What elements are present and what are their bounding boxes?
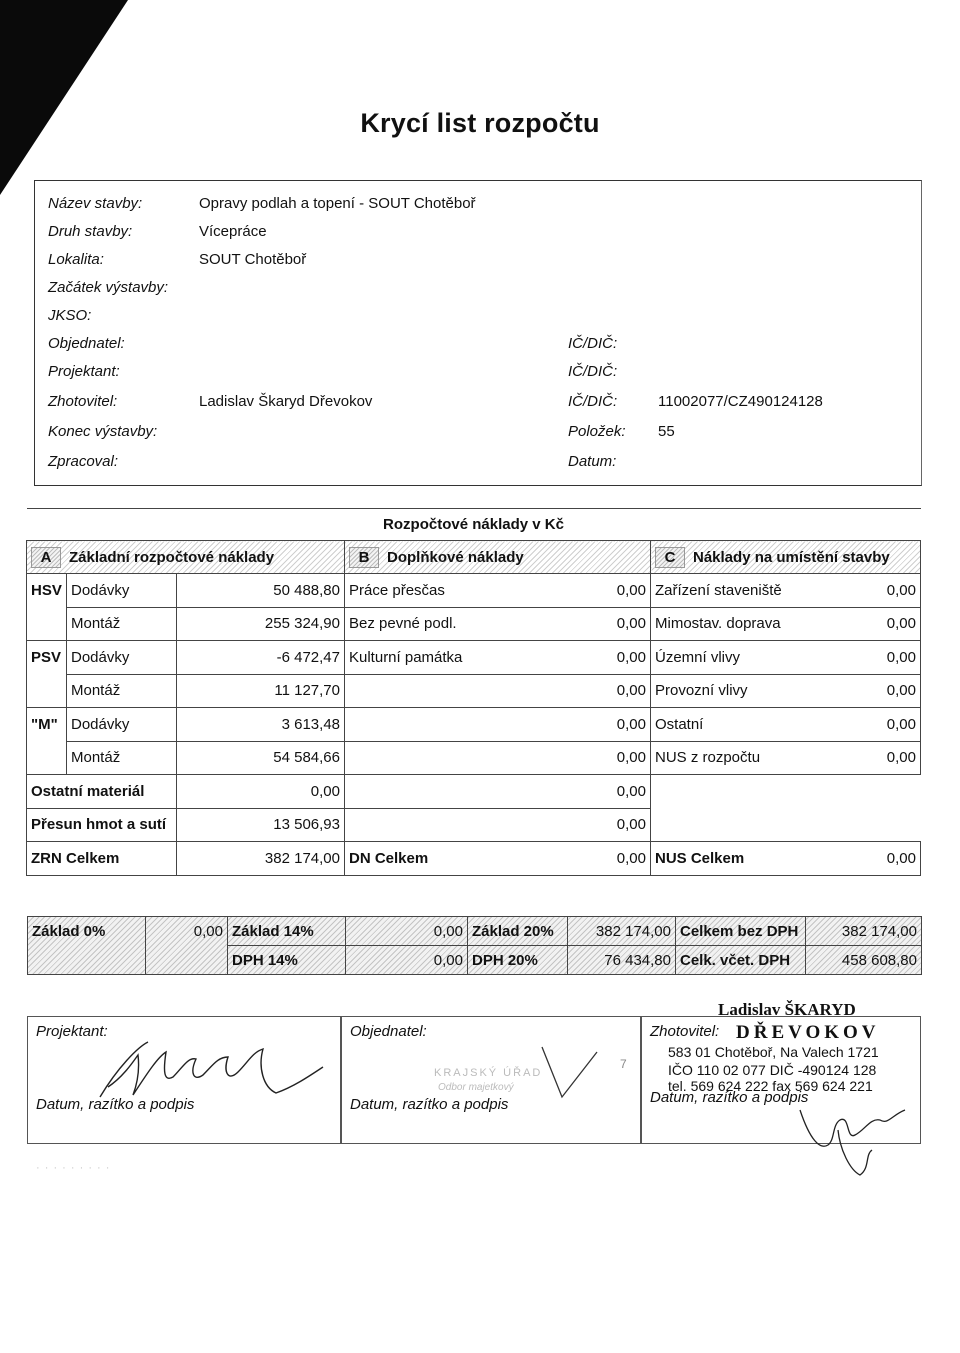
dph20-value: 76 434,80 bbox=[568, 946, 676, 975]
b-item-label bbox=[345, 741, 507, 775]
vcet-dph-label: Celk. včet. DPH bbox=[676, 946, 806, 975]
nus-label: NUS Celkem bbox=[651, 842, 796, 876]
info-row bbox=[35, 363, 923, 389]
info-label: Druh stavby: bbox=[48, 223, 133, 240]
info-label: Projektant: bbox=[48, 363, 120, 380]
zaklad14-label: Základ 14% bbox=[228, 917, 346, 946]
objednatel-label: Objednatel: bbox=[350, 1023, 427, 1040]
group-label: "M" bbox=[27, 708, 67, 742]
budget-costs-table bbox=[26, 508, 921, 876]
info-right-value: 11002077/CZ490124128 bbox=[658, 393, 823, 410]
table-row bbox=[27, 674, 921, 708]
zrn-label: ZRN Celkem bbox=[27, 842, 177, 876]
table-row bbox=[27, 741, 921, 775]
a-item-label: Dodávky bbox=[67, 641, 177, 675]
projektant-label: Projektant: bbox=[36, 1023, 108, 1040]
zaklad20-value: 382 174,00 bbox=[568, 917, 676, 946]
table-row-presun bbox=[27, 808, 921, 842]
info-right-value: 55 bbox=[658, 423, 675, 440]
presun-a-value: 13 506,93 bbox=[177, 808, 345, 842]
empty-cell bbox=[796, 775, 921, 809]
a-item-value: 255 324,90 bbox=[177, 607, 345, 641]
table-row bbox=[27, 574, 921, 608]
b-item-label: Práce přesčas bbox=[345, 574, 507, 608]
c-item-value: 0,00 bbox=[796, 641, 921, 675]
info-value: Vícepráce bbox=[199, 223, 267, 240]
datum-razitko-label: Datum, razítko a podpis bbox=[650, 1089, 809, 1106]
a-item-value: 54 584,66 bbox=[177, 741, 345, 775]
info-row bbox=[35, 195, 923, 221]
info-row bbox=[35, 393, 923, 419]
group-label bbox=[27, 607, 67, 641]
bez-dph-value: 382 174,00 bbox=[806, 917, 922, 946]
table-row bbox=[27, 641, 921, 675]
c-item-value: 0,00 bbox=[796, 674, 921, 708]
table-row bbox=[27, 708, 921, 742]
info-label: Objednatel: bbox=[48, 335, 125, 352]
section-title: Náklady na umístění stavby bbox=[693, 548, 890, 566]
dph14-value: 0,00 bbox=[346, 946, 468, 975]
section-badge: B bbox=[349, 547, 379, 568]
info-label: Lokalita: bbox=[48, 251, 104, 268]
a-item-label: Montáž bbox=[67, 741, 177, 775]
c-item-label: Provozní vlivy bbox=[651, 674, 796, 708]
c-item-value: 0,00 bbox=[796, 607, 921, 641]
info-row bbox=[35, 223, 923, 249]
datum-razitko-label: Datum, razítko a podpis bbox=[36, 1096, 195, 1113]
b-item-value: 0,00 bbox=[507, 708, 651, 742]
nus-value: 0,00 bbox=[796, 842, 921, 876]
projektant-signature-box bbox=[27, 1016, 341, 1144]
c-item-label: Územní vlivy bbox=[651, 641, 796, 675]
b-item-value: 0,00 bbox=[507, 641, 651, 675]
table-row-ostatni bbox=[27, 775, 921, 809]
vat-summary-table bbox=[27, 916, 922, 975]
scan-shadow-corner bbox=[0, 0, 140, 200]
zaklad20-label: Základ 20% bbox=[468, 917, 568, 946]
section-badge: C bbox=[655, 547, 685, 568]
info-label: Začátek výstavby: bbox=[48, 279, 169, 296]
empty-cell bbox=[651, 808, 796, 842]
info-label: Zpracoval: bbox=[48, 453, 119, 470]
stamp-office-line-2: Odbor majetkový bbox=[438, 1082, 514, 1093]
empty-cell bbox=[651, 775, 796, 809]
page-title: Krycí list rozpočtu bbox=[360, 108, 600, 138]
b-item-label: Kulturní památka bbox=[345, 641, 507, 675]
zrn-value: 382 174,00 bbox=[177, 842, 345, 876]
a-item-value: 11 127,70 bbox=[177, 674, 345, 708]
section-a-header bbox=[27, 541, 345, 574]
stamp-office-line-1: KRAJSKÝ ÚŘAD bbox=[434, 1067, 543, 1079]
b-item-value: 0,00 bbox=[507, 674, 651, 708]
c-item-label: Mimostav. doprava bbox=[651, 607, 796, 641]
presun-b-empty bbox=[345, 808, 507, 842]
zaklad0-label: Základ 0% bbox=[28, 917, 146, 975]
ostatni-b-empty bbox=[345, 775, 507, 809]
b-item-value: 0,00 bbox=[507, 741, 651, 775]
a-item-value: 3 613,48 bbox=[177, 708, 345, 742]
b-item-label bbox=[345, 708, 507, 742]
section-title: Základní rozpočtové náklady bbox=[69, 548, 275, 566]
handwritten-signature bbox=[78, 1027, 328, 1107]
section-title: Doplňkové náklady bbox=[387, 548, 524, 566]
objednatel-signature-box bbox=[341, 1016, 641, 1144]
company-stamp-firm: DŘEVOKOV bbox=[736, 1022, 880, 1043]
a-item-value: 50 488,80 bbox=[177, 574, 345, 608]
dn-value: 0,00 bbox=[507, 842, 651, 876]
ostatni-b-value: 0,00 bbox=[507, 775, 651, 809]
info-row bbox=[35, 335, 923, 361]
section-c-header bbox=[651, 541, 921, 574]
datum-razitko-label: Datum, razítko a podpis bbox=[350, 1096, 509, 1113]
ostatni-a-value: 0,00 bbox=[177, 775, 345, 809]
info-row bbox=[35, 453, 923, 479]
a-item-label: Montáž bbox=[67, 674, 177, 708]
table-caption: Rozpočtové náklady v Kč bbox=[27, 509, 921, 541]
c-item-label: NUS z rozpočtu bbox=[651, 741, 796, 775]
group-label: HSV bbox=[27, 574, 67, 608]
bez-dph-label: Celkem bez DPH bbox=[676, 917, 806, 946]
a-item-value: -6 472,47 bbox=[177, 641, 345, 675]
company-stamp-address: 583 01 Chotěboř, Na Valech 1721 bbox=[668, 1044, 879, 1060]
b-item-label bbox=[345, 674, 507, 708]
zaklad0-value: 0,00 bbox=[146, 917, 228, 975]
company-stamp-phone: tel. 569 624 222 fax 569 624 221 bbox=[668, 1078, 873, 1094]
info-right-label: Datum: bbox=[568, 453, 617, 470]
info-label: Název stavby: bbox=[48, 195, 143, 212]
info-value: Opravy podlah a topení - SOUT Chotěboř bbox=[199, 195, 476, 212]
totals-row bbox=[27, 842, 921, 876]
company-stamp-ids: IČO 110 02 077 DIČ -490124 128 bbox=[668, 1062, 877, 1078]
info-value: Ladislav Škaryd Dřevokov bbox=[199, 393, 373, 410]
b-item-value: 0,00 bbox=[507, 574, 651, 608]
faded-footer-text: · · · · · · · · · bbox=[36, 1162, 111, 1174]
info-value: SOUT Chotěboř bbox=[199, 251, 307, 268]
info-row bbox=[35, 423, 923, 449]
project-info-box bbox=[34, 180, 922, 486]
info-label: Konec výstavby: bbox=[48, 423, 158, 440]
ostatni-label: Ostatní materiál bbox=[27, 775, 177, 809]
group-label: PSV bbox=[27, 641, 67, 675]
a-item-label: Dodávky bbox=[67, 708, 177, 742]
table-row bbox=[27, 607, 921, 641]
presun-b-value: 0,00 bbox=[507, 808, 651, 842]
a-item-label: Dodávky bbox=[67, 574, 177, 608]
table-caption-row bbox=[27, 509, 921, 541]
empty-cell bbox=[796, 808, 921, 842]
vcet-dph-value: 458 608,80 bbox=[806, 946, 922, 975]
contractor-signature bbox=[780, 1090, 920, 1180]
summary-row bbox=[28, 917, 922, 946]
c-item-label: Zařízení staveniště bbox=[651, 574, 796, 608]
b-item-label: Bez pevné podl. bbox=[345, 607, 507, 641]
info-right-label: IČ/DIČ: bbox=[568, 393, 618, 410]
info-right-label: IČ/DIČ: bbox=[568, 363, 618, 380]
info-row bbox=[35, 251, 923, 277]
section-header-row bbox=[27, 541, 921, 574]
b-item-value: 0,00 bbox=[507, 607, 651, 641]
dn-label: DN Celkem bbox=[345, 842, 507, 876]
info-label: Zhotovitel: bbox=[48, 393, 118, 410]
info-row bbox=[35, 307, 923, 333]
dph14-label: DPH 14% bbox=[228, 946, 346, 975]
dph20-label: DPH 20% bbox=[468, 946, 568, 975]
section-badge: A bbox=[31, 547, 61, 568]
page-mark: 7 bbox=[620, 1057, 627, 1071]
group-label bbox=[27, 741, 67, 775]
c-item-value: 0,00 bbox=[796, 741, 921, 775]
group-label bbox=[27, 674, 67, 708]
zhotovitel-label: Zhotovitel: bbox=[650, 1023, 720, 1040]
info-label: JKSO: bbox=[48, 307, 92, 324]
c-item-value: 0,00 bbox=[796, 708, 921, 742]
zaklad14-value: 0,00 bbox=[346, 917, 468, 946]
info-right-label: Položek: bbox=[568, 423, 626, 440]
info-row bbox=[35, 279, 923, 305]
c-item-value: 0,00 bbox=[796, 574, 921, 608]
presun-label: Přesun hmot a sutí bbox=[27, 808, 177, 842]
a-item-label: Montáž bbox=[67, 607, 177, 641]
section-b-header bbox=[345, 541, 651, 574]
company-stamp-name: Ladislav ŠKARYD bbox=[718, 1000, 856, 1019]
info-right-label: IČ/DIČ: bbox=[568, 335, 618, 352]
c-item-label: Ostatní bbox=[651, 708, 796, 742]
